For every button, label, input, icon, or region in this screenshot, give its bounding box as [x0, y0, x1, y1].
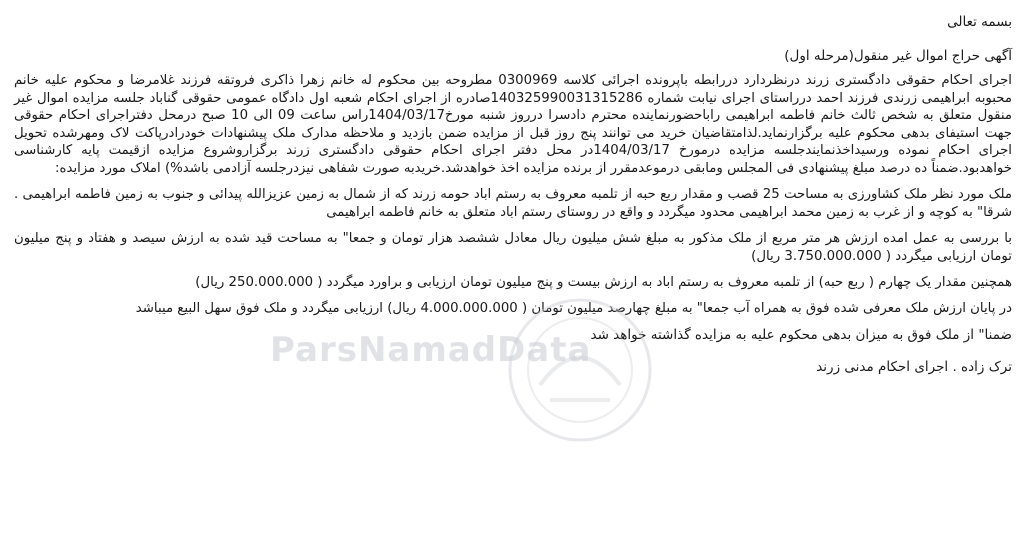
opening-line: بسمه تعالی — [947, 14, 1012, 30]
paragraph-total-valuation: در پایان ارزش ملک معرفی شده فوق به همراه آب جمعا" به مبلغ چهارصد میلیون تومان ( 4.000.000.000 ریال) ارزیابی میگردد و ملک فوق سهل البیع میباشد — [135, 300, 1012, 316]
paragraph-water-share-valuation: همچنین مقدار یک چهارم ( ربع حبه) از تلمبه معروف به رستم اباد به ارزش بیست و پنج میلیون تومان ارزیابی و براورد میگردد ( 250.000.000 ریال) — [195, 275, 1012, 290]
paragraph-property-description: ملک مورد نظر ملک کشاورزی به مساحت 25 قصب و مقدار ربع حبه از تلمبه معروف به رستم اباد حومه زرند که از شمال به زمین عزیزالله پیدائی و جنوب به زمین فاطمه ابراهیمی . شرقا" به کوچه و از غرب به زمین محمد ابراهیمی محدود میگردد و واقع در روستای رستم اباد متعلق به خانم فاطمه ابراهیمی — [14, 187, 1012, 220]
paragraph-land-valuation: با بررسی به عمل امده ارزش هر متر مربع از ملک مذکور به مبلغ شش میلیون ریال معادل ششصد هزار تومان و جمعا" به مساحت قید شده به ارزش سیصد و هفتاد و پنج میلیون تومان ارزیابی میگردد ( 3.750.000.000 ریال) — [14, 231, 1012, 264]
signature-line: ترک زاده . اجرای احکام مدنی زرند — [816, 359, 1012, 375]
paragraph-debt-note: ضمنا" از ملک فوق به میزان بدهی محکوم علیه به مزایده گذاشته خواهد شد — [590, 327, 1012, 343]
watermark-brand-text: ParsNamadData — [270, 330, 592, 370]
notice-title: آگهی حراج اموال غیر منقول(مرحله اول) — [784, 48, 1012, 64]
paragraph-announcement: اجرای احکام حقوقی دادگستری زرند درنظردارد دررابطه باپرونده اجرائی کلاسه 0300969 مطروحه بین محکوم له خانم زهرا ذاکری فروتقه فرزند غلامرضا و محکوم علیه خانم محبوبه ابراهیمی زرندی فرزند احمد درراستای اجرای نیابت شماره 140325990031315286صادره از اجرای احکام شعبه اول دادگاه عمومی حقوقی گناباد جلسه مزایده اموال غیر منقول متعلق به شخص ثالث خانم فاطمه ابراهیمی راباحضورنماینده محترم دادسرا درروز شنبه مورخ1404/03/17راس ساعت 09 الی 10 صبح درمحل دفتراجرای احکام حقوقی جهت استیفای بدهی محکوم علیه برگزارنماید.لذامتقاضیان خرید می توانند پنج روز قبل از مزایده ضمن بازدید و ملاحظه مدارک ملک پیشنهادات خودرادرپاکت لاک ومهرشده تحویل اجرای احکام نموده ورسیداخذنمایندجلسه مزایده درمورخ 1404/03/17در محل دفتر اجرای احکام حقوقی دادگستری زرند برگزاروشروع مزایده ازقیمت پایه کارشناسی خواهدبود.ضمناً ده درصد مبلغ پیشنهادی فی المجلس ومابقی درموعدمقرر از برنده مزایده اخذ خواهدشد.خریدبه صورت شفاهی نیزدرجلسه آزادمی باشد%) املاک مورد مزایده: — [14, 73, 1012, 176]
